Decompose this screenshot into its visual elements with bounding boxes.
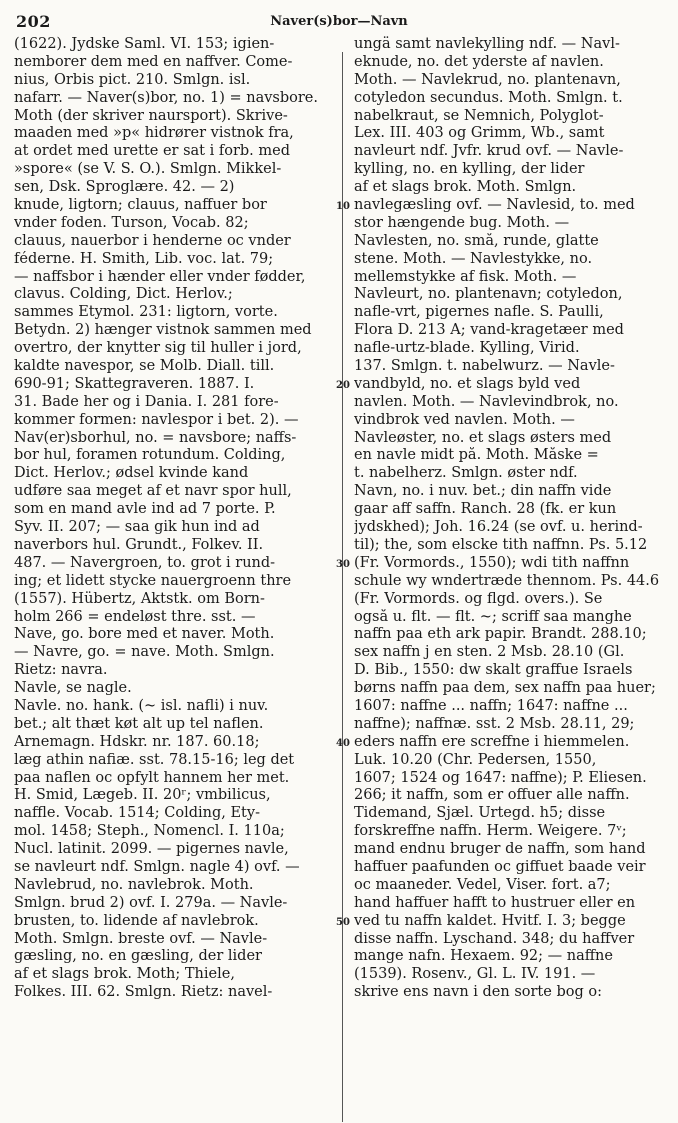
text-line: knude, ligtorn; clauus, naffuer bor: [14, 197, 267, 214]
text-line: nafle-urtz-blade. Kylling, Virid.: [354, 340, 580, 357]
text-line: Luk. 10.20 (Chr. Pedersen, 1550,: [354, 751, 597, 768]
text-line: mange nafn. Hexaem. 92; — naffne: [354, 948, 613, 965]
text-line: disse naffn. Lyschand. 348; du haffver: [354, 930, 635, 947]
right-column: [354, 36, 666, 1121]
text-line: 31. Bade her og i Dania. I. 281 fore-: [14, 393, 279, 410]
text-line: ved tu naffn kaldet. Hvitf. I. 3; begge: [354, 912, 626, 929]
line-number: 10: [336, 201, 350, 213]
text-line: Dict. Herlov.; ødsel kvinde kand: [14, 465, 249, 482]
text-line: at ordet med urette er sat i forb. med: [14, 143, 290, 160]
text-line: (1622). Jydske Saml. VI. 153; igien-: [14, 36, 275, 52]
text-line: — Navre, go. = nave. Moth. Smlgn.: [14, 644, 275, 661]
text-line: ing; et lidett stycke nauergroenn thre: [14, 572, 292, 589]
text-line: vindbrok ved navlen. Moth. —: [354, 411, 575, 428]
text-line: bor hul, foramen rotundum. Colding,: [14, 447, 286, 464]
text-line: stene. Moth. — Navlestykke, no.: [354, 250, 593, 267]
line-number: 30: [336, 559, 350, 571]
text-line: eknude, no. det yderste af navlen.: [354, 53, 604, 70]
text-line: udføre saa meget af et navr spor hull,: [14, 483, 292, 500]
text-line: jydskhed); Joh. 16.24 (se ovf. u. herind-: [354, 519, 643, 536]
text-line: Navleøster, no. et slags østers med: [354, 429, 612, 446]
text-line: Nucl. latinit. 2099. — pigernes navle,: [14, 841, 289, 858]
text-line: Moth (der skriver naursport). Skrive-: [14, 107, 288, 124]
text-line: Navlebrud, no. navlebrok. Moth.: [14, 876, 254, 893]
text-line: clauus, nauerbor i henderne oc vnder: [14, 232, 291, 249]
text-line: (Fr. Vormords., 1550); wdi tith naffnn: [354, 554, 630, 571]
text-line: sen, Dsk. Sproglære. 42. — 2): [14, 179, 235, 196]
text-line: 1607: naffne ... naffn; 1647: naffne ...: [354, 697, 628, 714]
text-line: — naffsbor i hænder eller vnder fødder,: [14, 268, 306, 285]
text-line: gaar aff saffn. Ranch. 28 (fk. er kun: [354, 501, 617, 518]
text-line: naverbors hul. Grundt., Folkev. II.: [14, 536, 264, 553]
text-line: 266; it naffn, som er offuer alle naffn.: [354, 787, 630, 804]
text-line: (1539). Rosenv., Gl. L. IV. 191. —: [354, 966, 596, 983]
text-line: navlen. Moth. — Navlevindbrok, no.: [354, 393, 619, 410]
text-line: D. Bib., 1550: dw skalt graffue Israels: [354, 662, 633, 679]
text-line: t. nabelherz. Smlgn. øster ndf.: [354, 465, 578, 482]
line-number: 40: [336, 738, 350, 750]
text-line: (Fr. Vormords. og flgd. overs.). Se: [354, 590, 603, 607]
text-line: eders naffn ere screffne i hiemmelen.: [354, 733, 630, 750]
text-line: nafarr. — Naver(s)bor, no. 1) = navsbore.: [14, 89, 318, 106]
text-line: stor hængende bug. Moth. —: [354, 214, 570, 231]
text-line: Nav(er)sborhul, no. = navsbore; naffs-: [14, 429, 297, 446]
page-header: [0, 0, 678, 36]
text-line: kommer formen: navlespor i bet. 2). —: [14, 411, 299, 428]
line-number: 50: [336, 917, 350, 929]
left-column: [14, 36, 332, 1121]
text-line: Navle, se nagle.: [14, 680, 132, 697]
text-line: clavus. Colding, Dict. Herlov.;: [14, 286, 233, 303]
text-line: gæsling, no. en gæsling, der lider: [14, 948, 262, 965]
text-line: sammes Etymol. 231: ligtorn, vorte.: [14, 304, 278, 321]
text-line: skrive ens navn i den sorte bog o:: [354, 984, 602, 1001]
text-line: kylling, no. en kylling, der lider: [354, 161, 585, 178]
text-line: oc maaneder. Vedel, Viser. fort. a7;: [354, 876, 611, 893]
text-line: ungä samt navlekylling ndf. — Navl-: [354, 36, 620, 52]
text-line: nabelkraut, se Nemnich, Polyglot-: [354, 107, 604, 124]
text-line: se navleurt ndf. Smlgn. nagle 4) ovf. —: [14, 858, 300, 875]
text-line: Smlgn. brud 2) ovf. I. 279a. — Navle-: [14, 894, 288, 911]
text-line: navleurt ndf. Jvfr. krud ovf. — Navle-: [354, 143, 624, 160]
text-line: også u. flt. — flt. ~; scriff saa manghe: [354, 608, 632, 625]
text-line: 137. Smlgn. t. nabelwurz. — Navle-: [354, 358, 615, 375]
column-divider: [342, 52, 343, 1122]
text-line: Navleurt, no. plantenavn; cotyledon,: [354, 286, 623, 303]
text-line: H. Smid, Lægeb. II. 20ʳ; vmbilicus,: [14, 787, 271, 804]
text-line: 487. — Navergroen, to. grot i rund-: [14, 554, 276, 571]
text-line: nius, Orbis pict. 210. Smlgn. isl.: [14, 71, 251, 88]
text-line: læg athin nafiæ. sst. 78.15-16; leg det: [14, 751, 295, 768]
text-line: maaden med »p« hidrører vistnok fra,: [14, 125, 294, 142]
text-line: Navlesten, no. små, runde, glatte: [354, 232, 599, 249]
text-line: kaldte navespor, se Molb. Diall. till.: [14, 358, 275, 375]
text-line: nemborer dem med en naffver. Come-: [14, 53, 293, 70]
text-line: Folkes. III. 62. Smlgn. Rietz: navel-: [14, 984, 273, 1001]
text-line: som en mand avle ind ad 7 porte. P.: [14, 501, 276, 518]
text-line: naffle. Vocab. 1514; Colding, Ety-: [14, 805, 260, 822]
text-line: naffn paa eth ark papir. Brandt. 288.10;: [354, 626, 647, 643]
text-line: mol. 1458; Steph., Nomencl. I. 110a;: [14, 823, 285, 840]
running-title: Naver(s)bor—Navn: [270, 14, 408, 29]
text-line: féderne. H. Smith, Lib. voc. lat. 79;: [14, 250, 274, 267]
text-line: sex naffn j en sten. 2 Msb. 28.10 (Gl.: [354, 644, 625, 661]
text-line: vnder foden. Turson, Vocab. 82;: [14, 214, 249, 231]
text-line: 690-91; Skattegraveren. 1887. I.: [14, 375, 255, 392]
text-line: nafle-vrt, pigernes nafle. S. Paulli,: [354, 304, 604, 321]
text-line: Navle. no. hank. (~ isl. nafli) i nuv.: [14, 697, 269, 714]
text-line: børns naffn paa dem, sex naffn paa huer;: [354, 680, 656, 697]
text-line: mand endnu bruger de naffn, som hand: [354, 841, 646, 858]
text-line: af et slags brok. Moth. Smlgn.: [354, 179, 577, 196]
text-line: mellemstykke af fisk. Moth. —: [354, 268, 577, 285]
text-line: brusten, to. lidende af navlebrok.: [14, 912, 259, 929]
text-line: haffuer paafunden oc giffuet baade veir: [354, 858, 646, 875]
text-line: 1607; 1524 og 1647: naffne); P. Eliesen.: [354, 769, 647, 786]
text-line: Nave, go. bore med et naver. Moth.: [14, 626, 275, 643]
text-line: Moth. — Navlekrud, no. plantenavn,: [354, 71, 621, 88]
text-line: hand haffuer hafft to hustruer eller en: [354, 894, 636, 911]
text-line: Navn, no. i nuv. bet.; din naffn vide: [354, 483, 612, 500]
text-line: Rietz: navra.: [14, 662, 108, 679]
text-line: Lex. III. 403 og Grimm, Wb., samt: [354, 125, 605, 142]
text-line: »spore« (se V. S. O.). Smlgn. Mikkel-: [14, 161, 282, 178]
text-line: overtro, der knytter sig til huller i jord,: [14, 340, 302, 357]
text-line: Moth. Smlgn. breste ovf. — Navle-: [14, 930, 268, 947]
text-line: naffne); naffnæ. sst. 2 Msb. 28.11, 29;: [354, 715, 635, 732]
text-line: Flora D. 213 A; vand-kragetæer med: [354, 322, 624, 339]
text-line: Tidemand, Sjæl. Urtegd. h5; disse: [354, 805, 606, 822]
text-line: Syv. II. 207; — saa gik hun ind ad: [14, 519, 260, 536]
line-number: 20: [336, 380, 350, 392]
text-line: schule wy wndertræde thennom. Ps. 44.6: [354, 572, 660, 589]
text-line: til); the, som elscke tith naffnn. Ps. 5.12: [354, 536, 648, 553]
text-line: navlegæsling ovf. — Navlesid, to. med: [354, 197, 635, 214]
text-line: holm 266 = endeløst thre. sst. —: [14, 608, 256, 625]
text-line: af et slags brok. Moth; Thiele,: [14, 966, 235, 983]
text-line: Arnemagn. Hdskr. nr. 187. 60.18;: [14, 733, 260, 750]
text-line: Betydn. 2) hænger vistnok sammen med: [14, 322, 312, 339]
text-line: forskreffne naffn. Herm. Weigere. 7ᵛ;: [354, 823, 627, 840]
page-number: 202: [16, 12, 51, 31]
text-line: en navle midt på. Moth. Måske =: [354, 447, 599, 464]
text-line: paa naflen oc opfylt hannem her met.: [14, 769, 290, 786]
text-line: bet.; alt thæt køt alt up tel naflen.: [14, 715, 264, 732]
text-line: (1557). Hübertz, Aktstk. om Born-: [14, 590, 265, 607]
text-line: vandbyld, no. et slags byld ved: [354, 375, 581, 392]
text-line: cotyledon secundus. Moth. Smlgn. t.: [354, 89, 623, 106]
